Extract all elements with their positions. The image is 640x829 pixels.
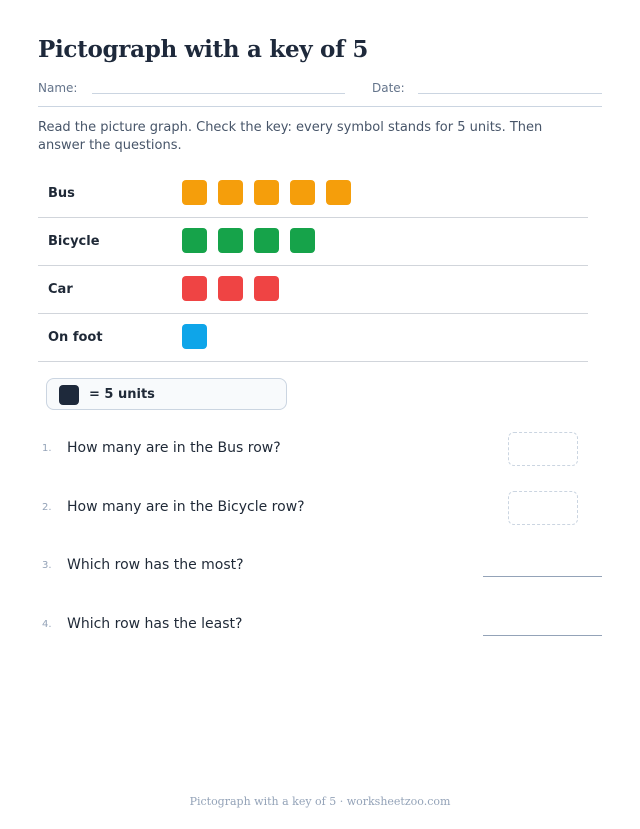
pictograph-symbol-icon	[254, 276, 279, 301]
date-field[interactable]	[418, 93, 602, 94]
pictograph-symbol-icon	[326, 180, 351, 205]
pictograph-symbol-icon	[182, 180, 207, 205]
row-label: Bicycle	[48, 234, 100, 249]
question-item	[42, 616, 602, 656]
pictograph-symbol-icon	[182, 324, 207, 349]
row-label: Car	[48, 282, 73, 297]
pictograph-row	[38, 218, 588, 266]
pictograph-symbol-icon	[182, 276, 207, 301]
footer: Pictograph with a key of 5 · worksheetzoo.com	[189, 795, 451, 808]
pictograph-key	[46, 378, 287, 410]
instructions: Read the picture graph. Check the key: every symbol stands for 5 units. Then answer the questions.	[38, 120, 543, 153]
key-label: = 5 units	[89, 387, 155, 402]
pictograph-symbol-icon	[290, 180, 315, 205]
header-divider	[38, 106, 602, 107]
answer-box[interactable]	[508, 491, 578, 525]
pictograph-row	[38, 314, 588, 362]
row-label: Bus	[48, 186, 75, 201]
pictograph-symbol-icon	[218, 276, 243, 301]
answer-line[interactable]	[483, 635, 602, 636]
name-label: Name:	[38, 81, 78, 95]
answer-line[interactable]	[483, 576, 602, 577]
pictograph-symbol-icon	[254, 228, 279, 253]
row-label: On foot	[48, 330, 103, 345]
question-number: 3.	[42, 560, 52, 571]
name-field[interactable]	[92, 93, 345, 94]
question-item	[42, 557, 602, 597]
name-date-row	[38, 78, 602, 108]
question-number: 4.	[42, 619, 52, 630]
pictograph-row	[38, 266, 588, 314]
pictograph-symbol-icon	[218, 228, 243, 253]
pictograph-symbol-icon	[290, 228, 315, 253]
key-symbol-icon	[59, 385, 79, 405]
page-title: Pictograph with a key of 5	[38, 36, 369, 63]
question-number: 1.	[42, 443, 52, 454]
question-number: 2.	[42, 502, 52, 513]
answer-box[interactable]	[508, 432, 578, 466]
pictograph-symbol-icon	[254, 180, 279, 205]
question-text: Which row has the least?	[67, 616, 243, 632]
pictograph-symbol-icon	[218, 180, 243, 205]
pictograph-row	[38, 170, 588, 218]
question-item	[42, 499, 602, 539]
question-item	[42, 440, 602, 480]
question-text: How many are in the Bus row?	[67, 440, 281, 456]
pictograph-symbol-icon	[182, 228, 207, 253]
question-text: How many are in the Bicycle row?	[67, 499, 305, 515]
question-text: Which row has the most?	[67, 557, 244, 573]
date-label: Date:	[372, 81, 405, 95]
pictograph	[38, 170, 588, 362]
